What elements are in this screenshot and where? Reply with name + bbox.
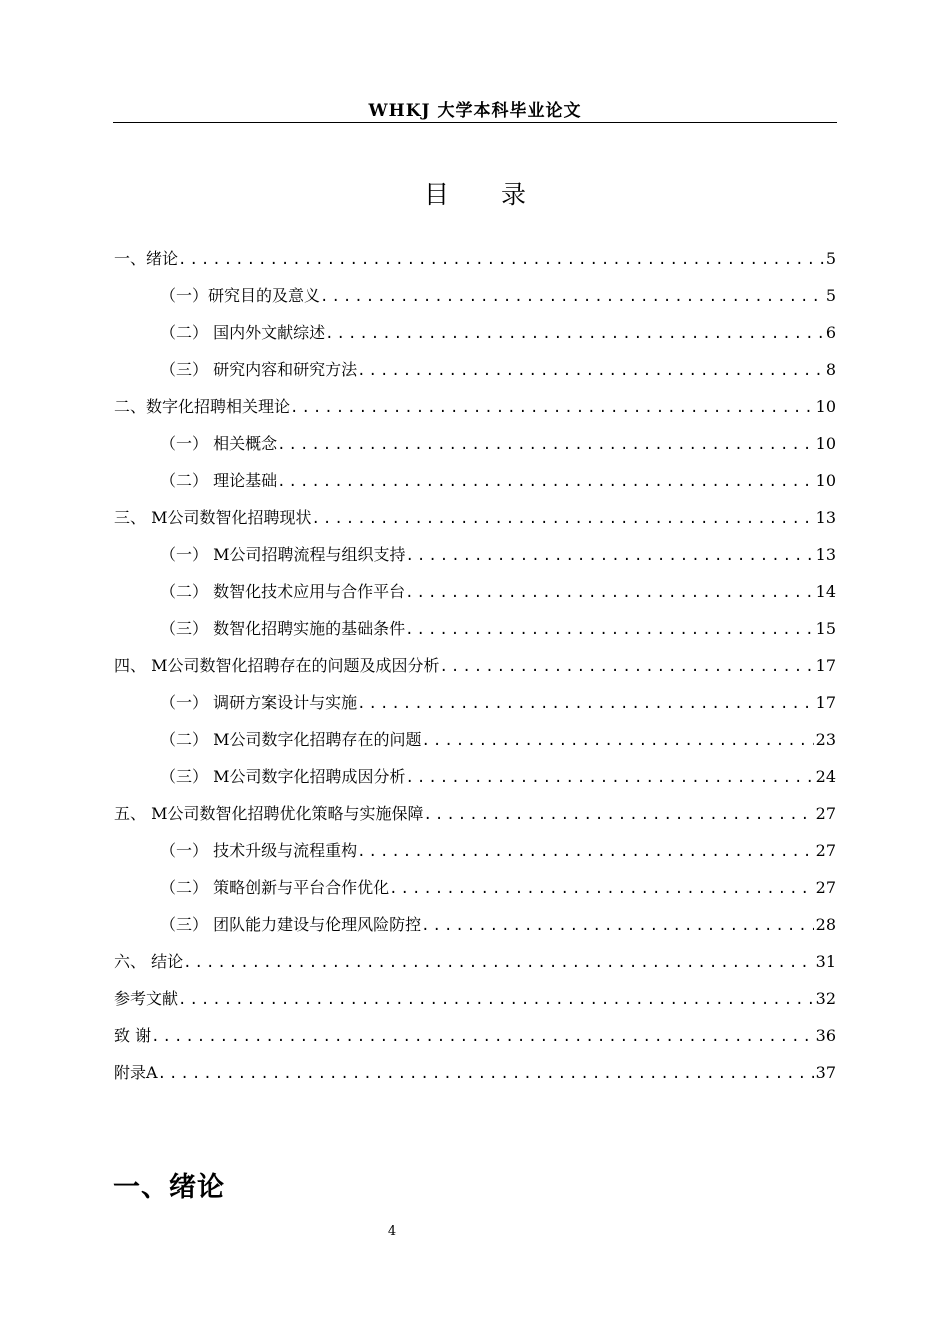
toc-entry[interactable] (114, 690, 836, 727)
toc-entry[interactable] (114, 838, 836, 875)
toc-entry-page: 5 (825, 286, 836, 305)
toc-entry[interactable] (114, 505, 836, 542)
toc-entry-page: 17 (815, 656, 836, 675)
section-heading: 一、绪论 (113, 1172, 225, 1203)
toc-entry-title: （三） 团队能力建设与伦理风险防控 (160, 915, 422, 934)
toc-entry-page: 5 (825, 249, 836, 268)
toc-entry-title: （一）研究目的及意义 (160, 286, 321, 305)
toc-entry[interactable] (114, 912, 836, 949)
toc-entry-page: 36 (815, 1026, 836, 1045)
toc-entry-page: 15 (815, 619, 836, 638)
toc-entry[interactable] (114, 246, 836, 283)
toc-dot-leader (277, 437, 814, 453)
toc-entry[interactable] (114, 542, 836, 579)
toc-entry-page: 27 (815, 878, 836, 897)
toc-title: 目 录 (424, 180, 548, 209)
toc-entry-title: （三） M公司数字化招聘成因分析 (160, 767, 406, 786)
toc-entry[interactable] (114, 949, 836, 986)
toc-entry-title: 二、数字化招聘相关理论 (114, 397, 291, 416)
toc-dot-leader (421, 733, 813, 749)
toc-entry-page: 8 (825, 360, 836, 379)
toc-entry-title: （二） M公司数字化招聘存在的问题 (160, 730, 422, 749)
toc-entry-title: （一） 相关概念 (160, 434, 278, 453)
toc-dot-leader (320, 289, 824, 305)
toc-entry-title: 六、 结论 (114, 952, 184, 971)
toc-entry[interactable] (114, 468, 836, 505)
toc-entry-page: 23 (815, 730, 836, 749)
toc-entry[interactable] (114, 653, 836, 690)
toc-entry[interactable] (114, 283, 836, 320)
toc-entry-title: （三） 数智化招聘实施的基础条件 (160, 619, 406, 638)
toc-dot-leader (183, 955, 814, 971)
toc-entry-title: （二） 国内外文献综述 (160, 323, 326, 342)
toc-dot-leader (405, 548, 813, 564)
toc-entry[interactable] (114, 1023, 836, 1060)
toc-entry-title: （一） 调研方案设计与实施 (160, 693, 358, 712)
toc-dot-leader (277, 474, 814, 490)
toc-dot-leader (151, 1029, 814, 1045)
toc-dot-leader (290, 400, 814, 416)
toc-entry[interactable] (114, 727, 836, 764)
page-number: 4 (387, 1224, 397, 1239)
toc-dot-leader (389, 881, 814, 897)
toc-entry-page: 27 (815, 841, 836, 860)
toc-entry[interactable] (114, 801, 836, 838)
toc-entry-title: （三） 研究内容和研究方法 (160, 360, 358, 379)
toc-dot-leader (357, 363, 824, 379)
toc-entry-title: 四、 M公司数智化招聘存在的问题及成因分析 (114, 656, 440, 675)
toc-entry-page: 10 (815, 471, 836, 490)
toc-dot-leader (357, 696, 814, 712)
toc-entry-page: 28 (815, 915, 836, 934)
toc-dot-leader (311, 511, 813, 527)
toc-entry[interactable] (114, 579, 836, 616)
header-title: WHKJ 大学本科毕业论文 (368, 101, 582, 121)
toc-entry[interactable] (114, 394, 836, 431)
toc-entry-page: 31 (815, 952, 836, 971)
toc-entry-page: 10 (815, 434, 836, 453)
toc-entry-page: 24 (815, 767, 836, 786)
toc-dot-leader (405, 585, 814, 601)
toc-dot-leader (423, 807, 813, 823)
toc-entry-title: 参考文献 (114, 989, 179, 1008)
table-of-contents (114, 246, 836, 1097)
toc-entry-page: 27 (815, 804, 836, 823)
toc-dot-leader (178, 992, 814, 1008)
toc-entry[interactable] (114, 357, 836, 394)
toc-entry-title: （一） 技术升级与流程重构 (160, 841, 358, 860)
toc-dot-leader (405, 770, 813, 786)
toc-entry[interactable] (114, 764, 836, 801)
toc-entry-page: 37 (815, 1063, 836, 1082)
toc-entry-page: 32 (815, 989, 836, 1008)
toc-entry-page: 13 (815, 508, 836, 527)
toc-entry-title: 致 谢 (114, 1026, 152, 1045)
toc-dot-leader (357, 844, 814, 860)
toc-entry[interactable] (114, 616, 836, 653)
toc-entry-page: 14 (815, 582, 836, 601)
toc-entry-page: 13 (815, 545, 836, 564)
toc-entry-title: （二） 策略创新与平台合作优化 (160, 878, 390, 897)
toc-entry[interactable] (114, 1060, 836, 1097)
toc-entry-title: 五、 M公司数智化招聘优化策略与实施保障 (114, 804, 424, 823)
toc-dot-leader (439, 659, 813, 675)
toc-dot-leader (158, 1066, 814, 1082)
toc-entry-title: （二） 数智化技术应用与合作平台 (160, 582, 406, 601)
toc-dot-leader (178, 252, 824, 268)
toc-entry-title: 一、绪论 (114, 249, 179, 268)
toc-dot-leader (405, 622, 814, 638)
running-header (113, 94, 837, 123)
toc-entry-page: 17 (815, 693, 836, 712)
toc-entry-page: 6 (825, 323, 836, 342)
toc-entry-title: （二） 理论基础 (160, 471, 278, 490)
toc-entry[interactable] (114, 875, 836, 912)
toc-dot-leader (421, 918, 814, 934)
toc-entry[interactable] (114, 320, 836, 357)
toc-entry-title: 三、 M公司数智化招聘现状 (114, 508, 312, 527)
toc-entry[interactable] (114, 986, 836, 1023)
toc-entry-title: 附录A (114, 1063, 158, 1082)
toc-dot-leader (325, 326, 824, 342)
toc-entry-title: （一） M公司招聘流程与组织支持 (160, 545, 406, 564)
toc-entry-page: 10 (815, 397, 836, 416)
toc-entry[interactable] (114, 431, 836, 468)
